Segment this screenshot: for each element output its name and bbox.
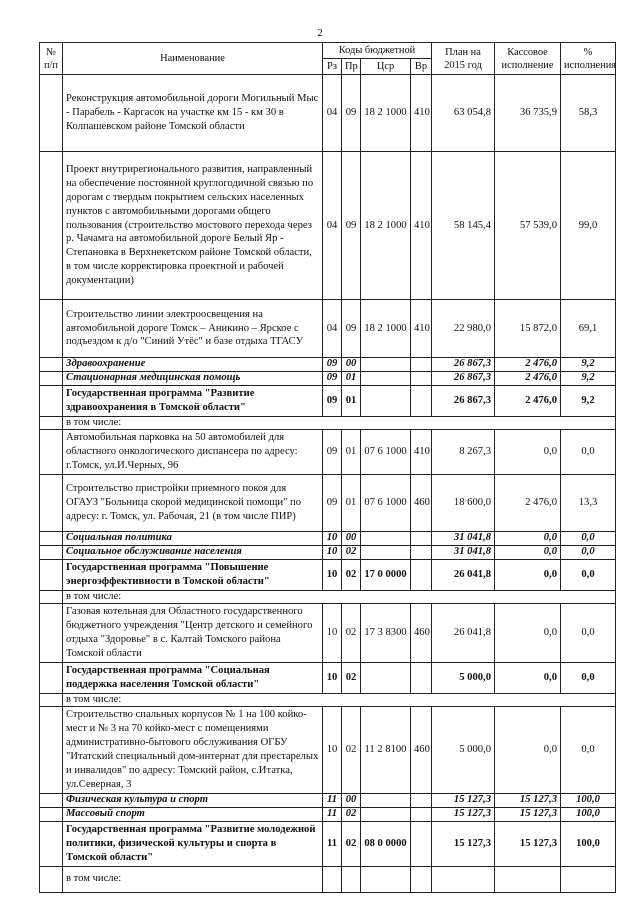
- row-rz: 10: [323, 707, 342, 794]
- row-name: Государственная программа "Развитие молодежной политики, физической культуры и спорта в Томской области": [63, 822, 323, 867]
- row-name: Социальная политика: [63, 532, 323, 546]
- row-percent: 99,0: [561, 152, 616, 300]
- header-rz: Рз: [323, 59, 342, 75]
- row-num: [40, 591, 63, 604]
- header-num: № п/п: [40, 43, 63, 75]
- program-row: [40, 386, 616, 417]
- program-row: [40, 663, 616, 694]
- row-num: [40, 707, 63, 794]
- row-csr: [361, 386, 411, 417]
- row-percent: 0,0: [561, 707, 616, 794]
- row-num: [40, 386, 63, 417]
- row-pr: 09: [342, 300, 361, 358]
- row-pr: 01: [342, 386, 361, 417]
- row-name: Проект внутрирегионального развития, направленный на обеспечение постоянной круглогодичной связью по дорогам с твердым покрытием сельских населенных пунктов с автомобильными дорогами общего пользования (строительство мостового перехода через р. Чачамга на автомобильной дороге Белый Яр - Степановка в Верхнекетском районе Томской области, в том числе корректировка проектной и рабочей документации): [63, 152, 323, 300]
- row-csr: 17 0 0000: [361, 560, 411, 591]
- row-name: Газовая котельная для Областного государственного бюджетного учреждения "Центр детского и семейного отдыха "Здоровье" в с. Калтай Томского района Томской области: [63, 604, 323, 663]
- row-vr: [411, 546, 432, 560]
- row-num: [40, 808, 63, 822]
- row-vr: 410: [411, 300, 432, 358]
- row-csr: 18 2 1000: [361, 300, 411, 358]
- table-row: [40, 475, 616, 532]
- row-cash: 2 476,0: [495, 372, 561, 386]
- row-cash: 15 127,3: [495, 822, 561, 867]
- row-vr: [411, 663, 432, 694]
- row-plan: 15 127,3: [432, 822, 495, 867]
- row-csr: [361, 663, 411, 694]
- subheading-row: [40, 694, 616, 707]
- subheading-row: [40, 866, 616, 892]
- row-cash: 0,0: [495, 532, 561, 546]
- row-cash: 15 127,3: [495, 794, 561, 808]
- table-row: [40, 430, 616, 475]
- row-plan: 26 867,3: [432, 386, 495, 417]
- row-cash: 0,0: [495, 707, 561, 794]
- row-rz: 10: [323, 604, 342, 663]
- row-pr: 02: [342, 707, 361, 794]
- row-rz: 10: [323, 663, 342, 694]
- row-pr: [342, 866, 361, 892]
- row-rz: 04: [323, 300, 342, 358]
- row-name: Физическая культура и спорт: [63, 794, 323, 808]
- header-percent: % исполнения: [561, 43, 616, 75]
- row-plan: 63 054,8: [432, 75, 495, 152]
- row-pr: 01: [342, 430, 361, 475]
- header-name: Наименование: [63, 43, 323, 75]
- row-plan: 26 041,8: [432, 604, 495, 663]
- row-cash: 2 476,0: [495, 358, 561, 372]
- row-csr: 11 2 8100: [361, 707, 411, 794]
- row-plan: 58 145,4: [432, 152, 495, 300]
- row-cash: 36 735,9: [495, 75, 561, 152]
- row-plan: 26 867,3: [432, 372, 495, 386]
- row-pr: 02: [342, 808, 361, 822]
- row-vr: [411, 822, 432, 867]
- header-codes: Коды бюджетной: [323, 43, 432, 59]
- row-vr: [411, 560, 432, 591]
- row-percent: 13,3: [561, 475, 616, 532]
- header-plan: План на 2015 год: [432, 43, 495, 75]
- row-plan: [432, 866, 495, 892]
- row-pr: 02: [342, 604, 361, 663]
- row-cash: 0,0: [495, 663, 561, 694]
- budget-table: [39, 42, 616, 893]
- header-vr: Вр: [411, 59, 432, 75]
- row-cash: 0,0: [495, 546, 561, 560]
- subheading-row: [40, 591, 616, 604]
- subheading-row: [40, 416, 616, 429]
- table-row: [40, 300, 616, 358]
- row-csr: [361, 866, 411, 892]
- header-row: [40, 43, 616, 59]
- row-rz: 09: [323, 430, 342, 475]
- row-pr: 09: [342, 75, 361, 152]
- row-num: [40, 532, 63, 546]
- table-row: [40, 707, 616, 794]
- header-csr: Цср: [361, 59, 411, 75]
- row-csr: [361, 532, 411, 546]
- row-cash: 2 476,0: [495, 386, 561, 417]
- row-name: Автомобильная парковка на 50 автомобилей для областного онкологического диспансера по адресу: г.Томск, ул.И.Черных, 96: [63, 430, 323, 475]
- row-vr: [411, 386, 432, 417]
- row-csr: 07 6 1000: [361, 475, 411, 532]
- row-name: в том числе:: [63, 416, 616, 429]
- row-name: в том числе:: [63, 591, 616, 604]
- row-name: в том числе:: [63, 694, 616, 707]
- row-num: [40, 694, 63, 707]
- row-percent: 0,0: [561, 430, 616, 475]
- row-pr: 02: [342, 663, 361, 694]
- row-rz: 09: [323, 386, 342, 417]
- row-pr: 00: [342, 532, 361, 546]
- row-num: [40, 358, 63, 372]
- row-num: [40, 866, 63, 892]
- row-num: [40, 75, 63, 152]
- row-name: Строительство спальных корпусов № 1 на 100 койко-мест и № 3 на 70 койко-мест с помещениями административно-бытового обслуживания ОГБУ "Итатский специальный дом-интернат для престарелых и инвалидов" по адресу: Томский район, с.Итатка, ул.Северная, 3: [63, 707, 323, 794]
- row-rz: [323, 866, 342, 892]
- section-row: [40, 546, 616, 560]
- row-cash: 57 539,0: [495, 152, 561, 300]
- row-csr: [361, 794, 411, 808]
- row-cash: 0,0: [495, 560, 561, 591]
- row-num: [40, 475, 63, 532]
- row-csr: [361, 372, 411, 386]
- row-percent: 100,0: [561, 808, 616, 822]
- row-vr: [411, 358, 432, 372]
- row-pr: 01: [342, 475, 361, 532]
- program-row: [40, 560, 616, 591]
- row-name: Реконструкция автомобильной дороги Могильный Мыс - Парабель - Каргасок на участке км 15 - км 30 в Колпашевском районе Томской области: [63, 75, 323, 152]
- row-pr: 00: [342, 358, 361, 372]
- row-plan: 31 041,8: [432, 532, 495, 546]
- row-plan: 26 041,8: [432, 560, 495, 591]
- row-vr: 460: [411, 604, 432, 663]
- row-pr: 02: [342, 560, 361, 591]
- row-num: [40, 152, 63, 300]
- row-num: [40, 430, 63, 475]
- row-name: Строительство пристройки приемного покоя для ОГАУЗ "Больница скорой медицинской помощи" по адресу: г. Томск, ул. Рабочая, 21 (в том числе ПИР): [63, 475, 323, 532]
- row-plan: 31 041,8: [432, 546, 495, 560]
- row-vr: [411, 532, 432, 546]
- row-num: [40, 794, 63, 808]
- section-row: [40, 358, 616, 372]
- row-percent: 0,0: [561, 560, 616, 591]
- row-percent: 9,2: [561, 386, 616, 417]
- row-vr: [411, 372, 432, 386]
- row-csr: 08 0 0000: [361, 822, 411, 867]
- row-name: Здравоохранение: [63, 358, 323, 372]
- row-plan: 18 600,0: [432, 475, 495, 532]
- row-percent: 0,0: [561, 546, 616, 560]
- header-cash: Кассовое исполнение: [495, 43, 561, 75]
- row-vr: 410: [411, 152, 432, 300]
- row-rz: 04: [323, 152, 342, 300]
- row-rz: 10: [323, 532, 342, 546]
- table-row: [40, 75, 616, 152]
- row-vr: [411, 866, 432, 892]
- program-row: [40, 822, 616, 867]
- row-vr: 460: [411, 475, 432, 532]
- section-row: [40, 372, 616, 386]
- row-name: Стационарная медицинская помощь: [63, 372, 323, 386]
- row-rz: 10: [323, 546, 342, 560]
- row-percent: 9,2: [561, 372, 616, 386]
- row-plan: 5 000,0: [432, 707, 495, 794]
- row-pr: 01: [342, 372, 361, 386]
- row-percent: [561, 866, 616, 892]
- row-num: [40, 546, 63, 560]
- row-pr: 02: [342, 546, 361, 560]
- row-name: Социальное обслуживание населения: [63, 546, 323, 560]
- row-rz: 09: [323, 475, 342, 532]
- row-csr: [361, 808, 411, 822]
- row-plan: 15 127,3: [432, 794, 495, 808]
- row-vr: 410: [411, 75, 432, 152]
- row-plan: 15 127,3: [432, 808, 495, 822]
- row-num: [40, 300, 63, 358]
- row-cash: 15 127,3: [495, 808, 561, 822]
- row-name: Строительство линии электроосвещения на автомобильной дороге Томск – Аникино – Ярское с подъездом к д/о "Синий Утёс" и базе отдыха ТГАСУ: [63, 300, 323, 358]
- section-row: [40, 794, 616, 808]
- table-row: [40, 604, 616, 663]
- row-rz: 04: [323, 75, 342, 152]
- row-plan: 8 267,3: [432, 430, 495, 475]
- row-csr: 07 6 1000: [361, 430, 411, 475]
- row-num: [40, 560, 63, 591]
- row-percent: 100,0: [561, 822, 616, 867]
- row-percent: 0,0: [561, 604, 616, 663]
- row-plan: 26 867,3: [432, 358, 495, 372]
- row-rz: 11: [323, 794, 342, 808]
- row-plan: 22 980,0: [432, 300, 495, 358]
- row-name: Государственная программа "Повышение энергоэффективности в Томской области": [63, 560, 323, 591]
- row-rz: 10: [323, 560, 342, 591]
- row-name: Государственная программа "Развитие здравоохранения в Томской области": [63, 386, 323, 417]
- row-plan: 5 000,0: [432, 663, 495, 694]
- row-csr: 17 3 8300: [361, 604, 411, 663]
- row-vr: [411, 808, 432, 822]
- row-percent: 9,2: [561, 358, 616, 372]
- row-rz: 09: [323, 372, 342, 386]
- row-vr: 460: [411, 707, 432, 794]
- row-cash: 2 476,0: [495, 475, 561, 532]
- page-number: 2: [317, 27, 323, 39]
- row-percent: 100,0: [561, 794, 616, 808]
- row-rz: 09: [323, 358, 342, 372]
- row-vr: 410: [411, 430, 432, 475]
- row-csr: 18 2 1000: [361, 152, 411, 300]
- row-vr: [411, 794, 432, 808]
- row-csr: [361, 358, 411, 372]
- row-rz: 11: [323, 822, 342, 867]
- section-row: [40, 532, 616, 546]
- row-csr: [361, 546, 411, 560]
- row-rz: 11: [323, 808, 342, 822]
- row-csr: 18 2 1000: [361, 75, 411, 152]
- row-percent: 0,0: [561, 532, 616, 546]
- row-percent: 69,1: [561, 300, 616, 358]
- row-num: [40, 663, 63, 694]
- row-num: [40, 416, 63, 429]
- row-pr: 00: [342, 794, 361, 808]
- row-name: в том числе:: [63, 866, 323, 892]
- row-num: [40, 822, 63, 867]
- row-cash: 0,0: [495, 430, 561, 475]
- row-pr: 02: [342, 822, 361, 867]
- row-pr: 09: [342, 152, 361, 300]
- row-cash: [495, 866, 561, 892]
- row-percent: 0,0: [561, 663, 616, 694]
- row-cash: 0,0: [495, 604, 561, 663]
- row-cash: 15 872,0: [495, 300, 561, 358]
- header-pr: Пр: [342, 59, 361, 75]
- table-row: [40, 152, 616, 300]
- row-num: [40, 604, 63, 663]
- row-name: Государственная программа "Социальная поддержка населения Томской области": [63, 663, 323, 694]
- row-name: Массовый спорт: [63, 808, 323, 822]
- section-row: [40, 808, 616, 822]
- row-num: [40, 372, 63, 386]
- row-percent: 58,3: [561, 75, 616, 152]
